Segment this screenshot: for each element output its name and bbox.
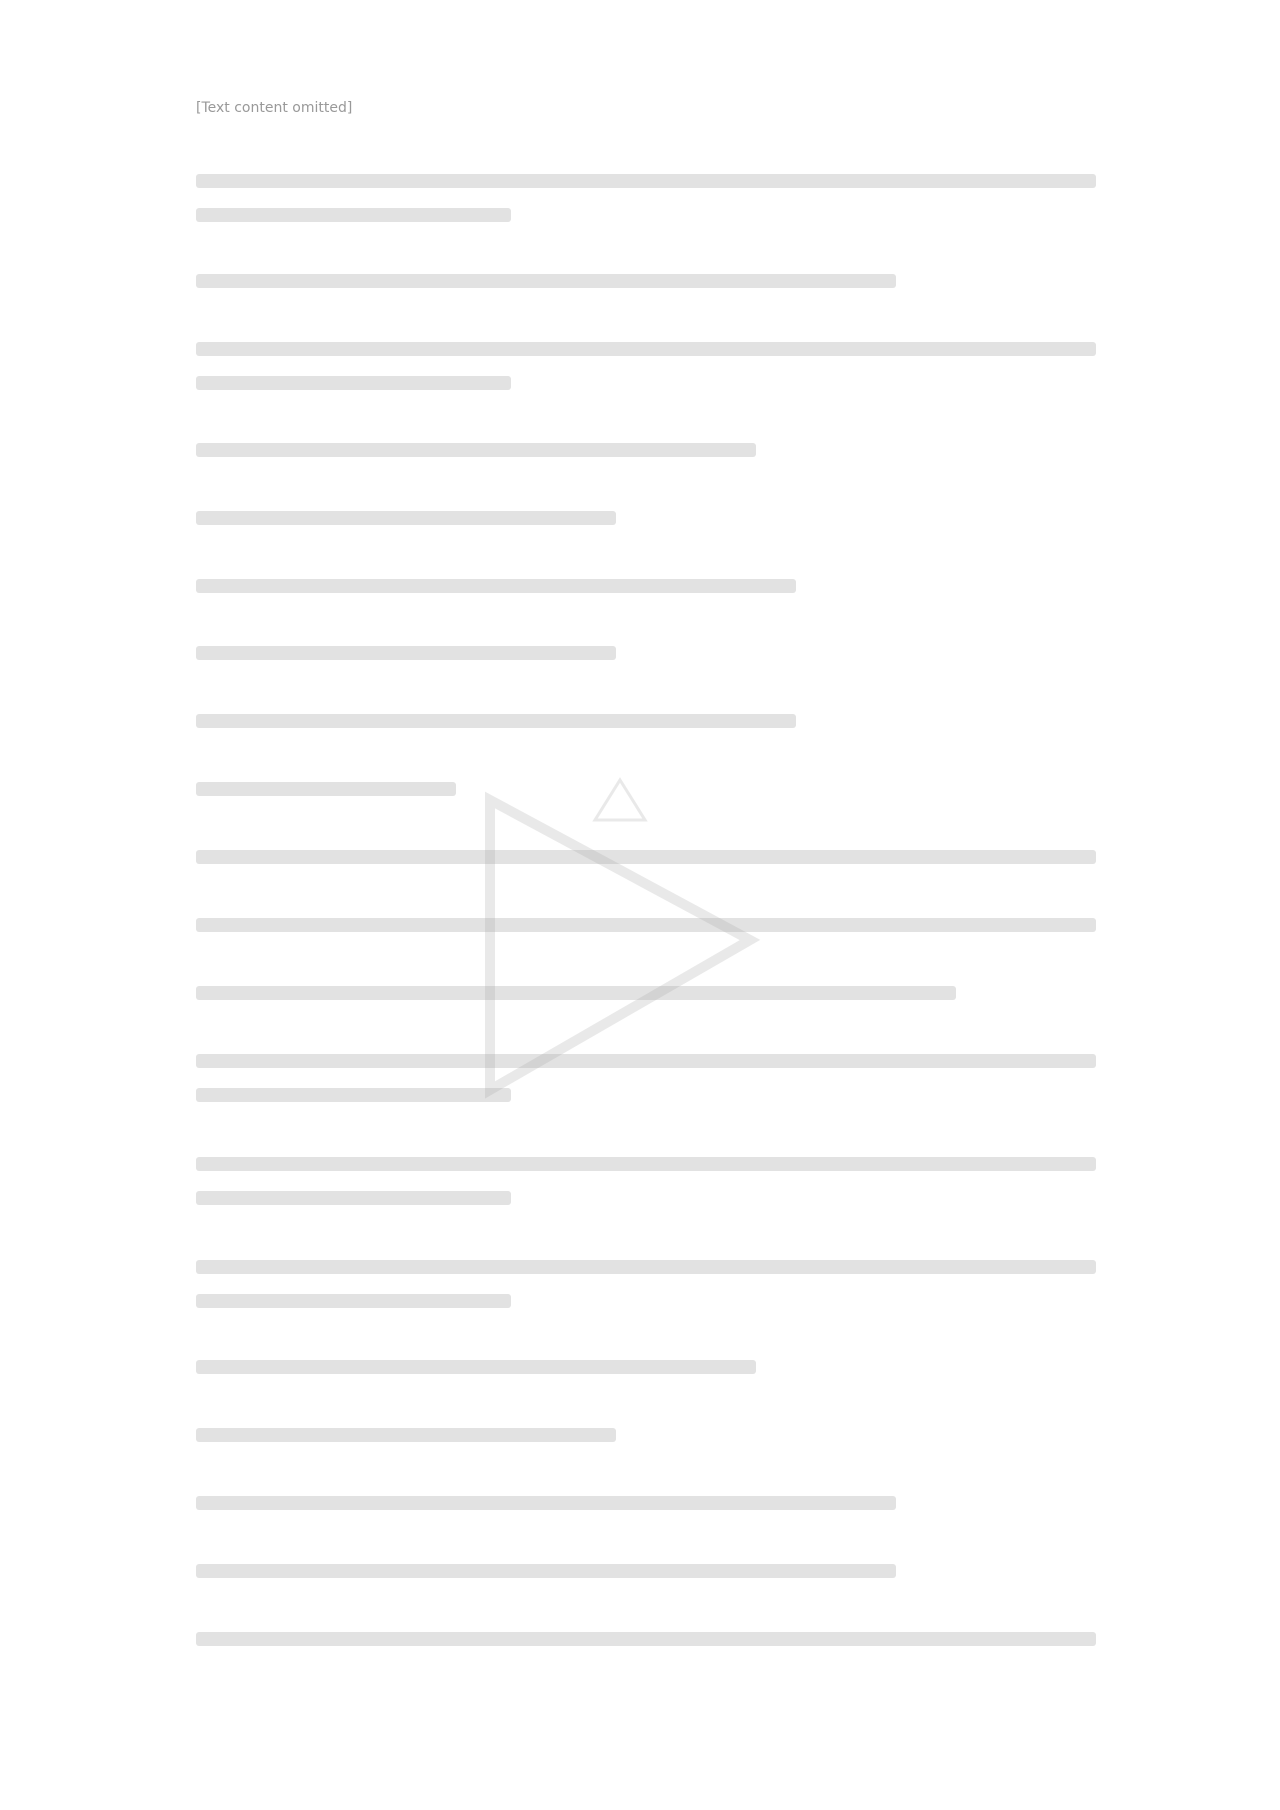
paragraph [196, 433, 1101, 467]
text-line-placeholder [196, 501, 1101, 535]
text-line-placeholder [196, 264, 1101, 298]
paragraph [196, 1418, 1101, 1452]
text-line-placeholder [196, 1622, 1101, 1656]
text-line-placeholder [196, 569, 1101, 603]
paragraph [196, 1622, 1101, 1656]
paragraph [196, 1350, 1101, 1384]
text-line-placeholder [196, 636, 1101, 670]
text-line-placeholder [196, 1147, 1101, 1181]
text-line-placeholder [196, 1284, 1101, 1318]
paragraph [196, 501, 1101, 535]
text-line-placeholder [196, 332, 1101, 366]
text-line-placeholder [196, 1486, 1101, 1520]
paragraph [196, 1486, 1101, 1520]
paragraph [196, 164, 1101, 232]
paragraph [196, 1250, 1101, 1318]
text-line-placeholder [196, 366, 1101, 400]
text-line-placeholder [196, 1250, 1101, 1284]
paragraph [196, 264, 1101, 298]
text-line-placeholder [196, 433, 1101, 467]
text-line-placeholder [196, 1418, 1101, 1452]
omitted-notice: [Text content omitted] [196, 100, 353, 116]
text-line-placeholder [196, 704, 1101, 738]
paragraph [196, 1147, 1101, 1215]
paragraph [196, 332, 1101, 400]
paragraph [196, 1554, 1101, 1588]
paragraph [196, 569, 1101, 603]
text-line-placeholder [196, 1350, 1101, 1384]
text-line-placeholder [196, 164, 1101, 198]
paragraph [196, 636, 1101, 670]
watermark-triangle-icon [470, 760, 770, 1120]
text-line-placeholder [196, 1554, 1101, 1588]
text-line-placeholder [196, 1181, 1101, 1215]
paragraph [196, 704, 1101, 738]
text-line-placeholder [196, 198, 1101, 232]
